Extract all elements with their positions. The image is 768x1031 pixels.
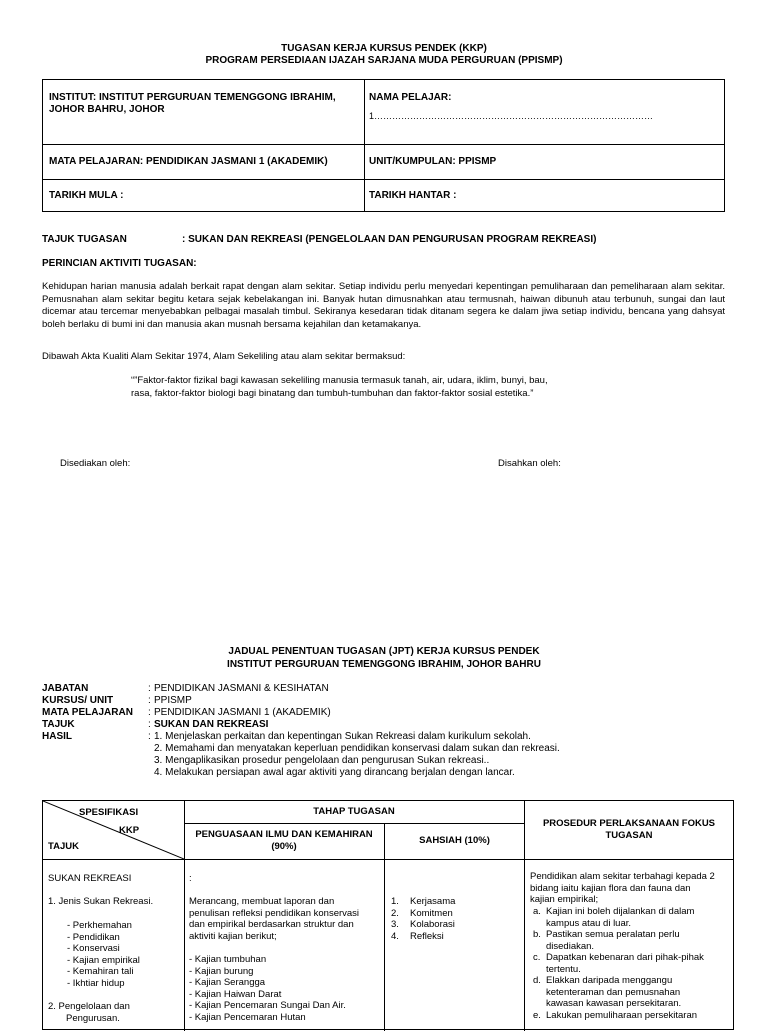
tajuk-tugasan-label: TAJUK TUGASAN: [42, 234, 127, 245]
para-line: dan empirikal berdasarkan struktur dan: [189, 919, 354, 930]
nama-pelajar-field[interactable]: 1…………………………………………………………………………………: [369, 111, 654, 121]
hasil-item: 2. Memahami dan menyatakan keperluan pendidikan konservasi dalam sukan dan rekreasi.: [154, 743, 560, 754]
jpt-label: TAJUK: [42, 719, 75, 730]
col2-paragraph: [189, 896, 359, 942]
nama-pelajar-label: NAMA PELAJAR:: [369, 92, 452, 103]
jpt-label: JABATAN: [42, 683, 89, 694]
jpt-label: MATA PELAJARAN: [42, 707, 133, 718]
jpt-title-line2: INSTITUT PERGURUAN TEMENGGONG IBRAHIM, JOHOR BAHRU: [227, 659, 541, 670]
list-item: - Kemahiran tali: [67, 966, 134, 977]
intro-line: bidang iaitu kajian flora dan fauna dan: [530, 882, 691, 894]
tajuk-label: TAJUK: [48, 841, 79, 852]
list-item: 4. Refleksi: [391, 930, 444, 942]
spec-table: [42, 800, 734, 1030]
tarikh-mula-label: TARIKH MULA :: [49, 190, 124, 201]
info-table: [42, 79, 725, 212]
penguasaan-label: PENGUASAAN ILMU DAN KEMAHIRAN: [195, 829, 373, 840]
jpt-value: SUKAN DAN REKREASI: [154, 719, 269, 730]
jpt-value: PPISMP: [154, 695, 192, 706]
list-item: - Ikhtiar hidup: [67, 977, 125, 989]
para-line: Merancang, membuat laporan dan: [189, 896, 335, 907]
list-item: - Kajian empirikal: [67, 954, 140, 966]
para-line: aktiviti kajian berikut;: [189, 930, 277, 942]
col2-colon: :: [189, 873, 192, 884]
sahsiah-list: [391, 896, 455, 942]
institut-label: INSTITUT: INSTITUT PERGURUAN TEMENGGONG IBRAHIM,: [49, 92, 336, 103]
list-item: - Kajian Serangga: [189, 977, 266, 988]
tarikh-hantar-label: TARIKH HANTAR :: [369, 190, 457, 201]
perincian-label: PERINCIAN AKTIVITI TUGASAN:: [42, 258, 197, 269]
jpt-label: KURSUS/ UNIT: [42, 695, 114, 706]
list-item: c. Dapatkan kebenaran dari pihak-pihak tertentu.: [533, 952, 704, 975]
list-item: - Kajian burung: [189, 965, 254, 977]
spesifikasi-label: SPESIFIKASI: [79, 807, 139, 818]
hasil-item: 1. Menjelaskan perkaitan dan kepentingan Sukan Rekreasi dalam kurikulum sekolah.: [154, 731, 531, 742]
disediakan-label: Disediakan oleh:: [60, 458, 131, 469]
prosedur-intro: [530, 871, 715, 906]
pengelolaan-item: 2. Pengelolaan dan: [48, 1001, 130, 1012]
penguasaan-pct: (90%): [271, 841, 297, 852]
paragraph-intro: Kehidupan harian manusia adalah berkait rapat dengan alam sekitar. Setiap individu perlu menyedari kepentingan pemuliharaan dan pemeliharaan alam sekitar. Pemusnahan alam sekitar begitu ketara sejak kebelakangan ini. Banyak hutan dimusnahkan atau termusnah, haiwan dibunuh atau terbunuh, sungai dan laut dicemar atau tercemar menyebabkan pelbagai masalah timbul. Sekiranya kesedaran tidak ditanam segera ke dalam jiwa setiap individu, bencana yang dahsyat boleh berlaku di bumi ini dan manusia akan musnah bersama kejahilan dan ketamakanya.: [42, 281, 725, 330]
pengelolaan-item-line2: Pengurusan.: [66, 1013, 120, 1024]
list-item: - Kajian Pencemaran Hutan: [189, 1011, 306, 1023]
jpt-title-line1: JADUAL PENENTUAN TUGASAN (JPT) KERJA KURSUS PENDEK: [228, 646, 540, 657]
mata-pelajaran-label: MATA PELAJARAN: PENDIDIKAN JASMANI 1 (AKADEMIK): [49, 156, 328, 167]
list-item: - Perkhemahan: [67, 920, 132, 931]
tajuk-tugasan-value: : SUKAN DAN REKREASI (PENGELOLAAN DAN PENGURUSAN PROGRAM REKREASI): [182, 234, 597, 245]
disahkan-label: Disahkan oleh:: [498, 458, 561, 469]
kkp-label: KKP: [119, 825, 140, 836]
list-item: 2. Komitmen: [391, 907, 453, 919]
list-item: e. Lakukan pemuliharaan persekitaran: [533, 1009, 698, 1021]
hasil-item: 3. Mengaplikasikan prosedur pengelolaan dan pengurusan Sukan rekreasi..: [154, 755, 490, 766]
prosedur-label-line2: TUGASAN: [605, 830, 653, 841]
list-item: d. Elakkan daripada menggangu ketenteraman dan pemusnahan kawasan kawasan persekitaran.: [533, 975, 682, 1009]
kajian-list: [189, 954, 346, 1023]
para-line: penulisan refleksi pendidikan konservasi: [189, 907, 360, 919]
quote-line1: “”Faktor-faktor fizikal bagi kawasan sekeliling manusia termasuk tanah, air, udara, iklim, bunyi, bau,: [131, 375, 548, 386]
list-item: a. Kajian ini boleh dijalankan di dalam kampus atau di luar.: [533, 906, 695, 929]
subitem-list: [67, 920, 140, 989]
hasil-item: 4. Melakukan persiapan awal agar aktiviti yang dirancang berjalan dengan lancar.: [154, 767, 515, 778]
institut-label-line2: JOHOR BAHRU, JOHOR: [49, 104, 165, 115]
list-item: 3. Kolaborasi: [391, 919, 455, 930]
paragraph-akta: Dibawah Akta Kualiti Alam Sekitar 1974, Alam Sekeliling atau alam sekitar bermaksud:: [42, 351, 406, 362]
unit-kumpulan-label: UNIT/KUMPULAN: PPISMP: [369, 156, 497, 167]
intro-line: Pendidikan alam sekitar terbahagi kepada 2: [530, 871, 715, 882]
list-item: b. Pastikan semua peralatan perlu disediakan.: [533, 929, 680, 952]
intro-line: kajian empirikal;: [530, 894, 599, 905]
sahsiah-label: SAHSIAH (10%): [419, 835, 490, 846]
doc-title-line2: PROGRAM PERSEDIAAN IJAZAH SARJANA MUDA PERGURUAN (PPISMP): [205, 55, 563, 66]
tahap-tugasan-label: TAHAP TUGASAN: [313, 806, 395, 817]
jpt-value: PENDIDIKAN JASMANI 1 (AKADEMIK): [154, 707, 331, 718]
quote-line2: rasa, faktor-faktor biologi bagi binatang dan tumbuh-tumbuhan dan faktor-faktor sosial estetika.”: [131, 388, 534, 399]
hasil-label: HASIL: [42, 731, 72, 742]
list-item: - Kajian tumbuhan: [189, 954, 267, 965]
prosedur-label-line1: PROSEDUR PERLAKSANAAN FOKUS: [542, 818, 716, 829]
jpt-value: PENDIDIKAN JASMANI & KESIHATAN: [154, 683, 329, 694]
list-item: - Pendidikan: [67, 931, 120, 943]
prosedur-list: [530, 906, 730, 1021]
jenis-sukan-item: 1. Jenis Sukan Rekreasi.: [48, 896, 154, 907]
list-item: - Kajian Haiwan Darat: [189, 988, 282, 1000]
list-item: - Konservasi: [67, 943, 120, 954]
sukan-rekreasi-heading: SUKAN REKREASI: [48, 873, 132, 884]
doc-title-line1: TUGASAN KERJA KURSUS PENDEK (KKP): [281, 43, 487, 54]
list-item: - Kajian Pencemaran Sungai Dan Air.: [189, 1000, 346, 1011]
list-item: 1. Kerjasama: [391, 896, 456, 907]
